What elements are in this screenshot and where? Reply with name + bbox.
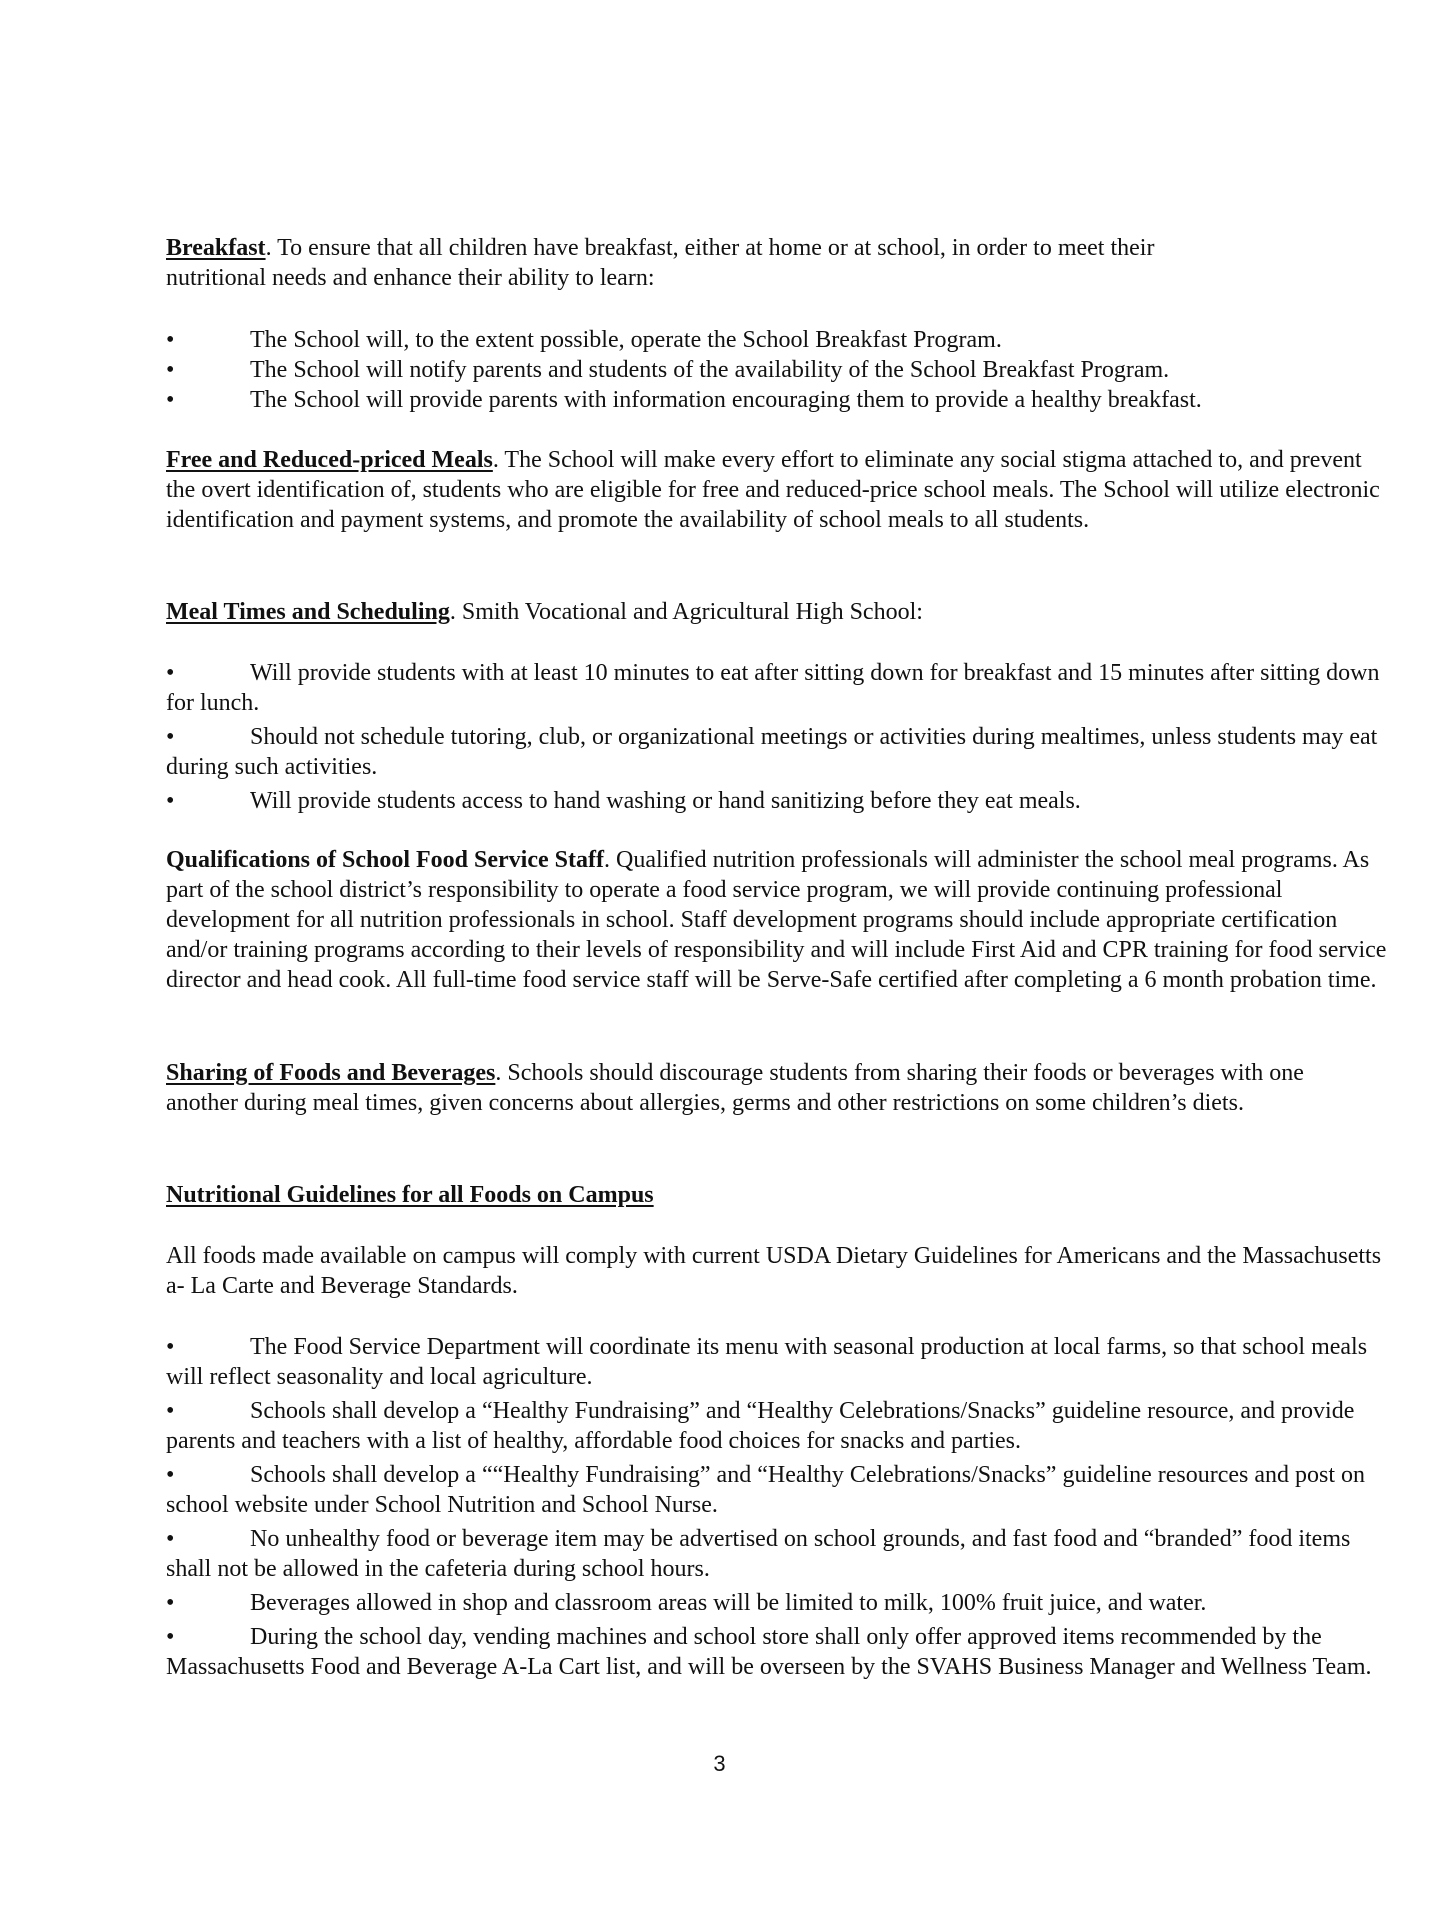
list-item: • Schools shall develop a ““Healthy Fundraising” and “Healthy Celebrations/Snacks” guideline resources and post on school website under School Nutrition and School Nurse. (166, 1462, 1366, 1518)
list-item: • The Food Service Department will coordinate its menu with seasonal production at local farms, so that school meals will reflect seasonality and local agriculture. (166, 1334, 1368, 1390)
list-item: • Should not schedule tutoring, club, or organizational meetings or activities during mealtimes, unless students may eat during such activities. (166, 724, 1378, 780)
list-item: • The School will, to the extent possible, operate the School Breakfast Program. (166, 327, 1002, 353)
bullet-glyph: • (166, 724, 175, 750)
bullet-glyph: • (166, 1398, 175, 1424)
guidelines-heading: Nutritional Guidelines for all Foods on Campus (166, 1182, 654, 1208)
sharing-paragraph (166, 1058, 1316, 1118)
bullet-glyph: • (166, 327, 175, 353)
bullet-glyph: • (166, 1334, 175, 1360)
list-item: • Will provide students with at least 10 minutes to eat after sitting down for breakfast and 15 minutes after sitting down for lunch. (166, 660, 1380, 716)
list-item: • During the school day, vending machines and school store shall only offer approved items recommended by the Massachusetts Food and Beverage A-La Cart list, and will be overseen by the SVAHS Business Manager and Wellness Team. (166, 1624, 1372, 1680)
meal-times-section (166, 597, 1396, 627)
free-meals-body: . The School will make every effort to eliminate any social stigma attached to, and prevent the overt identification of, students who are eligible for free and reduced-price school meals. The School will utilize electronic identification and payment systems, and promote the availability of school meals to all students. (166, 447, 1380, 533)
sharing-body: . Schools should discourage students from sharing their foods or beverages with one another during meal times, given concerns about allergies, germs and other restrictions on some children’s diets. (166, 1060, 1304, 1116)
free-meals-section (166, 445, 1396, 535)
bullet-glyph: • (166, 1624, 175, 1650)
bullet-glyph: • (166, 387, 175, 413)
qualifications-paragraph (166, 845, 1396, 995)
list-item: • Will provide students access to hand washing or hand sanitizing before they eat meals. (166, 788, 1081, 814)
breakfast-intro: . To ensure that all children have breakfast, either at home or at school, in order to meet their nutritional needs and enhance their ability to learn: (166, 235, 1155, 291)
bullet-glyph: • (166, 357, 175, 383)
meal-times-intro: . Smith Vocational and Agricultural High School: (449, 599, 923, 625)
qualifications-body: . Qualified nutrition professionals will administer the school meal programs. As part of the school district’s responsibility to operate a food service program, we will provide continuing professional development for all nutrition professionals in school. Staff development programs should include appropriate certification and/or training programs according to their levels of responsibility and will include First Aid and CPR training for food service director and head cook. All full-time food service staff will be Serve-Safe certified after completing a 6 month probation time. (166, 847, 1387, 993)
breakfast-heading: Breakfast (166, 235, 266, 261)
qualifications-heading: Qualifications of School Food Service Staff (166, 847, 604, 873)
breakfast-bullets (166, 325, 1396, 415)
list-item: • The School will provide parents with information encouraging them to provide a healthy breakfast. (166, 387, 1202, 413)
bullet-glyph: • (166, 788, 175, 814)
guidelines-section (166, 1180, 1396, 1210)
breakfast-section (166, 233, 1246, 293)
bullet-glyph: • (166, 1526, 175, 1552)
free-meals-heading: Free and Reduced-priced Meals (166, 447, 493, 473)
guidelines-intro-block (166, 1241, 1396, 1301)
page-number: 3 (713, 1751, 726, 1776)
guidelines-bullets (166, 1332, 1396, 1682)
sharing-heading: Sharing of Foods and Beverages (166, 1060, 496, 1086)
list-item: • Beverages allowed in shop and classroom areas will be limited to milk, 100% fruit juice, and water. (166, 1590, 1207, 1616)
meal-times-heading: Meal Times and Scheduling (166, 599, 450, 625)
qualifications-section (166, 845, 1396, 995)
guidelines-intro: All foods made available on campus will comply with current USDA Dietary Guidelines for Americans and the Massachusetts a- La Carte and Beverage Standards. (166, 1243, 1382, 1299)
bullet-glyph: • (166, 1462, 175, 1488)
list-item: • No unhealthy food or beverage item may be advertised on school grounds, and fast food and “branded” food items shall not be allowed in the cafeteria during school hours. (166, 1526, 1351, 1582)
sharing-section (166, 1058, 1316, 1118)
meal-times-paragraph (166, 597, 1396, 627)
breakfast-paragraph (166, 233, 1246, 293)
free-meals-paragraph (166, 445, 1396, 535)
list-item: • Schools shall develop a “Healthy Fundraising” and “Healthy Celebrations/Snacks” guideline resource, and provide parents and teachers with a list of healthy, affordable food choices for snacks and parties. (166, 1398, 1355, 1454)
meal-times-bullets (166, 658, 1396, 816)
bullet-glyph: • (166, 660, 175, 686)
list-item: • The School will notify parents and students of the availability of the School Breakfast Program. (166, 357, 1170, 383)
bullet-glyph: • (166, 1590, 175, 1616)
